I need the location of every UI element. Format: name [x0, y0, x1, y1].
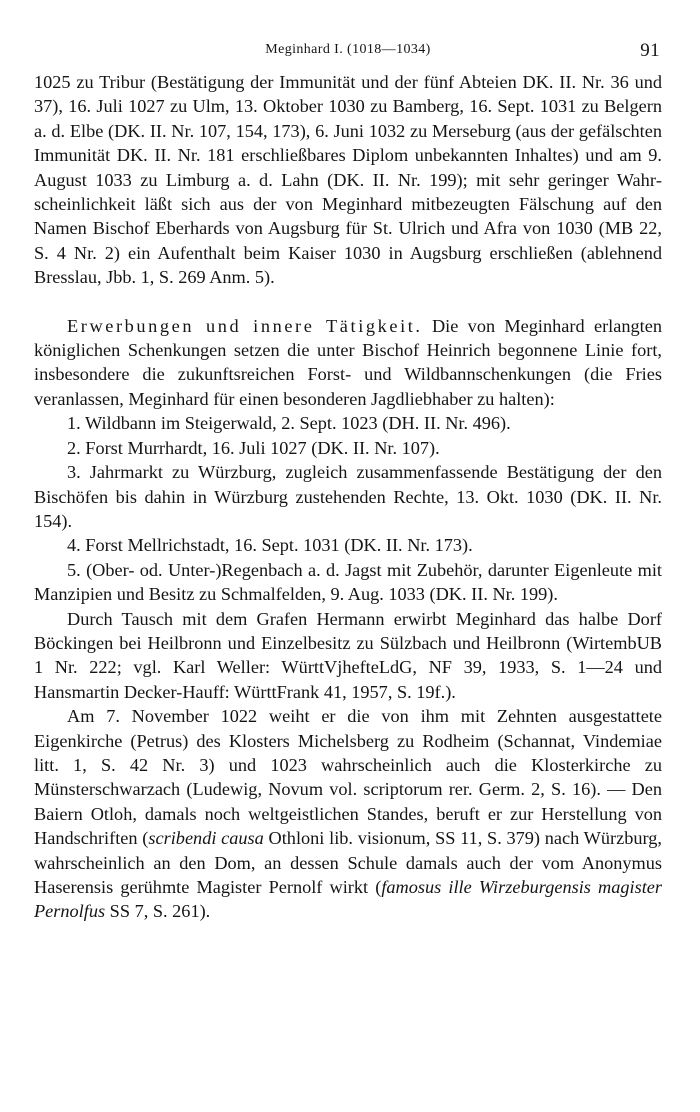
exchange-paragraph: Durch Tausch mit dem Grafen Hermann erwirbt Meginhard das halbe Dorf Böckingen bei Heilbronn und Einzelbesitz zu Sülzbach und Heilbronn (WirtembUB 1 Nr. 222; vgl. Karl Weller: WürttVjhefteLdG, NF 39, 1933, S. 1—24 und Hansmartin Decker-Hauff: WürttFrank 41, 1957, S. 19f.). [34, 608, 662, 702]
list-item: 4. Forst Mellrichstadt, 16. Sept. 1031 (DK. II. Nr. 173). [67, 535, 473, 556]
body-text [34, 70, 662, 924]
final-text-part3: SS 7, S. 261). [105, 901, 211, 922]
list-item: 5. (Ober- od. Unter-)Regenbach a. d. Jagst mit Zubehör, darunter Eigenleute mit Manzipien und Besitz zu Schmalfelden, 9. Aug. 1033 (DK. II. Nr. 199). [34, 559, 662, 605]
final-paragraph [34, 704, 662, 924]
section-lead-text: Die von Meginhard erlangten königlichen Schenkungen setzen die unter Bischof Heinrich begonnene Linie fort, insbesondere die zukunftsreichen Forst- und Wildbannschenkungen (die Fries veranlassen, Meginhard für einen besonderen Jagdliebhaber zu halten): [34, 315, 662, 409]
page-number: 91 [640, 40, 660, 61]
final-italic-quote-1: scribendi causa [148, 828, 264, 849]
list-item: 3. Jahrmarkt zu Würzburg, zugleich zusammenfassende Bestätigung der den Bischöfen bis dahin in Würzburg zustehenden Rechte, 13. Okt. 1030 (DK. II. Nr. 154). [34, 462, 662, 531]
intro-paragraph: 1025 zu Tribur (Bestätigung der Immunität und der fünf Abteien DK. II. Nr. 36 und 37), 16. Juli 1027 zu Ulm, 13. Oktober 1030 zu Bamberg, 16. Sept. 1031 zu Belgern a. d. Elbe (DK. II. Nr. 107, 154, 173), 6. Juni 1032 zu Merseburg (aus der gefälschten Immunität DK. II. Nr. 181 erschließbares Diplom unbekannten Inhaltes) und am 9. August 1033 zu Limburg a. d. Lahn (DK. II. Nr. 199); mit sehr geringer Wahrscheinlichkeit läßt sich aus der von Meginhard mitbezeugten Fälschung auf den Namen Bischof Eberhards von Augsburg für St. Ulrich und Afra von 1030 (MB 22, S. 4 Nr. 2) ein Aufenthalt beim Kaiser 1030 in Augsburg erschließen (ablehnend Bresslau, Jbb. 1, S. 269 Anm. 5). [34, 72, 662, 288]
document-page [34, 40, 662, 924]
running-head [34, 40, 662, 64]
section-intro-paragraph [34, 314, 662, 412]
section-heading: Erwerbungen und innere Tätigkeit. [67, 315, 423, 336]
running-title: Meginhard I. (1018—1034) [265, 42, 431, 57]
list-item: 2. Forst Murrhardt, 16. Juli 1027 (DK. II. Nr. 107). [67, 437, 440, 458]
final-italic-quote-2: famosus ille Wirzeburgensis magister Pernolfus [34, 877, 662, 922]
final-text-part1: Am 7. November 1022 weiht er die von ihm mit Zehnten ausgestattete Eigenkirche (Petrus) des Klosters Michelsberg zu Rodheim (Schannat, Vindemiae litt. 1, S. 42 Nr. 3) und 1023 wahrscheinlich auch die Klosterkirche zu Münsterschwarzach (Ludewig, Novum vol. scriptorum rer. Germ. 2, S. 16). — Den Baiern Otloh, damals noch weltgeistlichen Standes, beruft er zur Herstellung von Handschriften ( [34, 706, 662, 849]
final-text-part2: Othloni lib. visionum, SS 11, S. 379) nach Würzburg, wahrscheinlich an den Dom, an dessen Schule damals auch der vom Anonymus Haserensis gerühmte Magister Pernolf wirkt ( [34, 828, 662, 897]
list-item: 1. Wildbann im Steigerwald, 2. Sept. 1023 (DH. II. Nr. 496). [67, 413, 511, 434]
